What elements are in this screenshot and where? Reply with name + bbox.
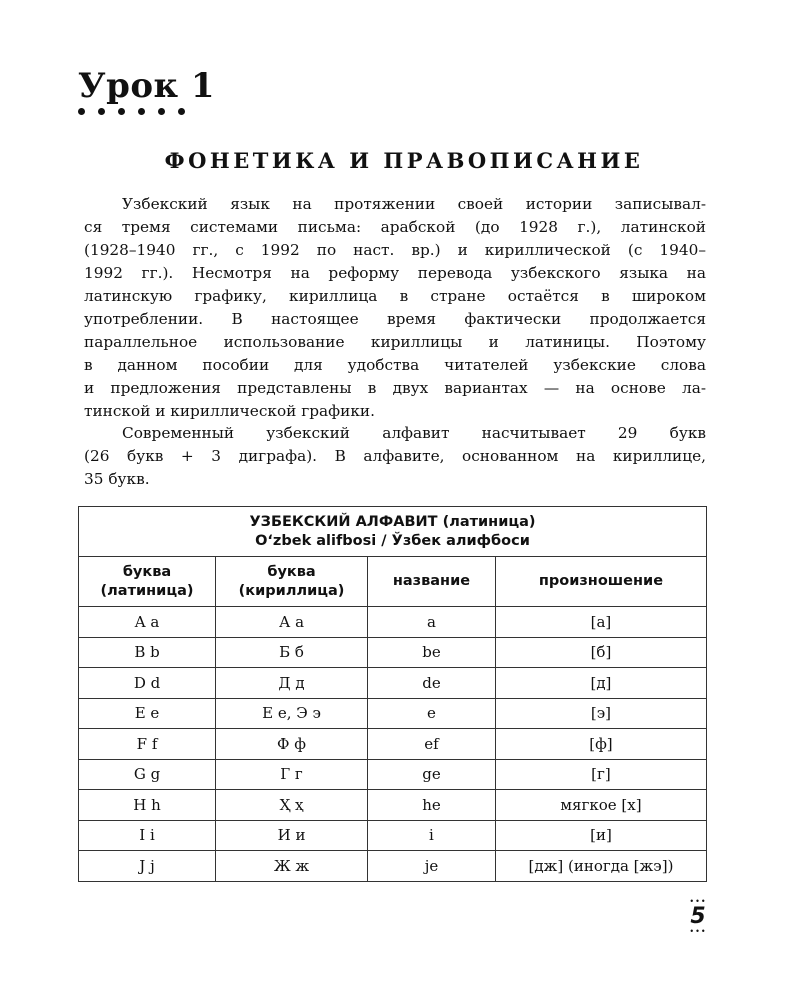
column-header — [495, 557, 706, 607]
table-cell: [ф] — [495, 729, 706, 760]
table-cell: I i — [79, 820, 216, 851]
text-line: тинской и кириллической графики. — [84, 402, 375, 420]
column-header — [368, 557, 496, 607]
table-cell: e — [368, 698, 496, 729]
text-line: (26 букв + 3 диграфа). В алфавите, основанном на кириллице, — [84, 447, 706, 465]
text-line: (1928–1940 гг., с 1992 по наст. вр.) и кириллической (с 1940– — [84, 241, 706, 259]
text-line: ся тремя системами письма: арабской (до 1928 г.), латинской — [84, 218, 706, 236]
alphabet-table — [78, 506, 707, 882]
column-header-text: буква — [267, 563, 316, 580]
table-cell: G g — [79, 759, 216, 790]
text-line: параллельное использование кириллицы и латиницы. Поэтому — [84, 333, 706, 351]
table-cell: [дж] (иногда [жэ]) — [495, 851, 706, 882]
table-cell: [д] — [495, 668, 706, 699]
table-cell: [а] — [495, 607, 706, 638]
text-line: 1992 гг.). Несмотря на реформу перевода узбекского языка на — [84, 264, 706, 282]
table-cell: [и] — [495, 820, 706, 851]
table-cell: Г г — [216, 759, 368, 790]
table-row — [79, 698, 707, 729]
table-title-line: УЗБЕКСКИЙ АЛФАВИТ (латиница) — [249, 513, 536, 530]
table-cell: de — [368, 668, 496, 699]
table-cell: Ҳ ҳ — [216, 790, 368, 821]
table-row — [79, 668, 707, 699]
table-row — [79, 820, 707, 851]
column-header — [216, 557, 368, 607]
text-line: употреблении. В настоящее время фактически продолжается — [84, 310, 706, 328]
column-header-text: буква — [122, 563, 172, 580]
text-line: латинскую графику, кириллица в стране остаётся в широком — [84, 287, 706, 305]
table-cell: be — [368, 637, 496, 668]
text-line: и предложения представлены в двух вариантах — на основе ла- — [84, 379, 706, 397]
column-header-text: (кириллица) — [238, 582, 345, 599]
column-header — [79, 557, 216, 607]
table-cell: D d — [79, 668, 216, 699]
page-number-text: 5 — [690, 904, 706, 929]
table-row — [79, 729, 707, 760]
table-cell: [г] — [495, 759, 706, 790]
column-header-text: название — [392, 573, 471, 589]
table-cell: [б] — [495, 637, 706, 668]
table-cell: A a — [79, 607, 216, 638]
table-cell: А а — [216, 607, 368, 638]
table-cell: F f — [79, 729, 216, 760]
table-cell: H h — [79, 790, 216, 821]
table-cell: Е е, Э э — [216, 698, 368, 729]
column-header-text: произношение — [538, 573, 664, 589]
table-row — [79, 759, 707, 790]
column-header-text: (латиница) — [100, 582, 194, 599]
table-subtitle-line: O‘zbek alifbosi / Ўзбек алифбоси — [255, 532, 530, 549]
table-cell: Б б — [216, 637, 368, 668]
text-line: 35 букв. — [84, 470, 150, 488]
table-cell: Ф ф — [216, 729, 368, 760]
table-cell: Д д — [216, 668, 368, 699]
alphabet-paragraph — [84, 422, 706, 491]
table-cell: E e — [79, 698, 216, 729]
table-cell: J j — [79, 851, 216, 882]
table-title — [79, 507, 707, 557]
section-title: ФОНЕТИКА И ПРАВОПИСАНИЕ — [164, 148, 644, 173]
table-cell: ge — [368, 759, 496, 790]
table-cell: Ж ж — [216, 851, 368, 882]
table-cell: i — [368, 820, 496, 851]
table-cell: B b — [79, 637, 216, 668]
table-row — [79, 790, 707, 821]
text-line: Узбекский язык на протяжении своей истории записывал- — [122, 195, 706, 213]
table-row — [79, 851, 707, 882]
lesson-title: Урок 1 — [78, 66, 216, 106]
table-cell: a — [368, 607, 496, 638]
decorative-dots — [78, 108, 185, 115]
intro-paragraph — [84, 193, 706, 423]
table-cell: ef — [368, 729, 496, 760]
text-line: Современный узбекский алфавит насчитывает 29 букв — [122, 424, 706, 442]
text-line: в данном пособии для удобства читателей узбекские слова — [84, 356, 706, 374]
table-cell: [э] — [495, 698, 706, 729]
table-row — [79, 607, 707, 638]
table-row — [79, 637, 707, 668]
table-cell: мягкое [х] — [495, 790, 706, 821]
page-number: ••• 5 ••• — [689, 897, 707, 936]
table-cell: И и — [216, 820, 368, 851]
table-cell: je — [368, 851, 496, 882]
table-cell: he — [368, 790, 496, 821]
